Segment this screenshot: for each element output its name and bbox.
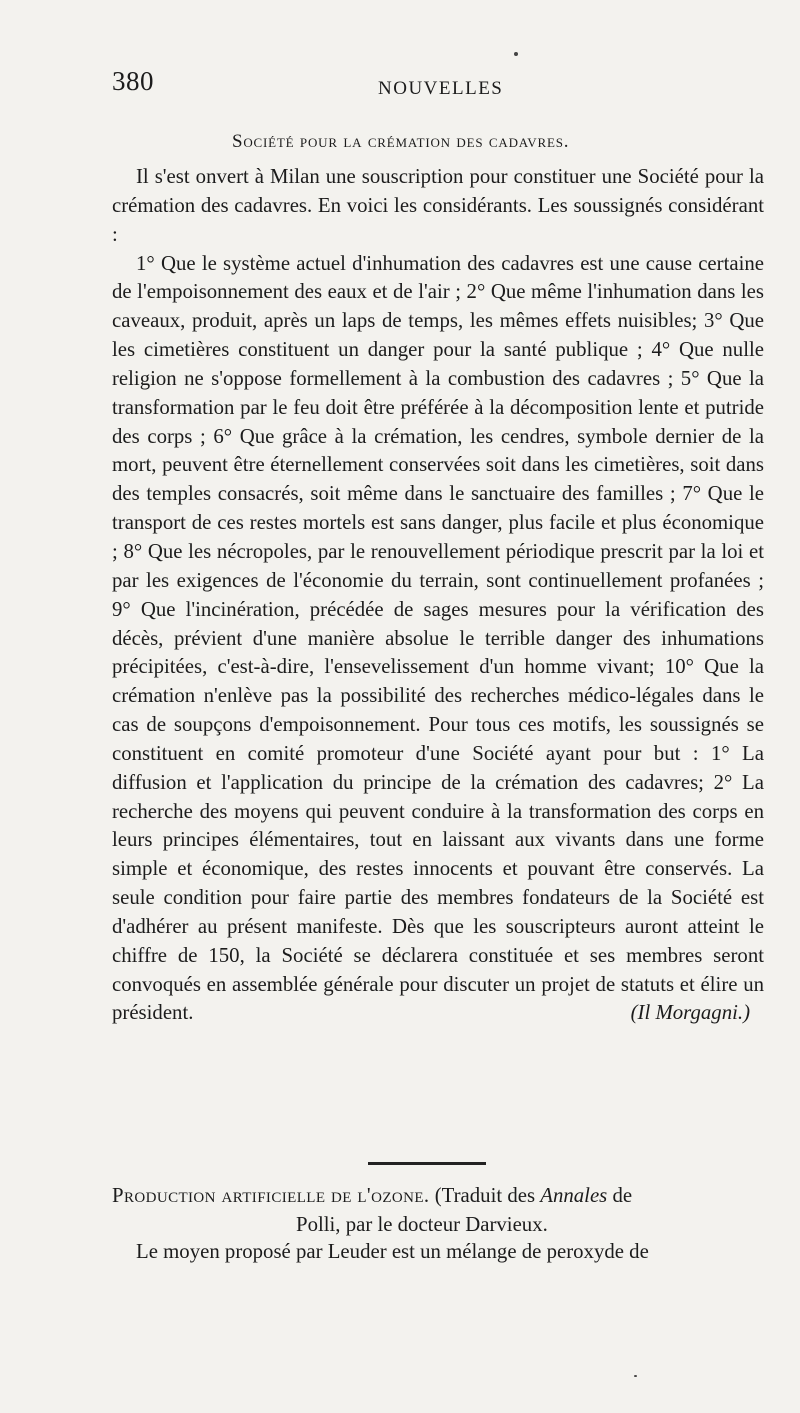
second-article-heading [112,1182,764,1240]
considerants-paragraph [112,250,764,1029]
source-line-2: Polli, par le docteur Darvieux. [296,1212,548,1236]
considerants-text: 1° Que le système actuel d'inhumation des cadavres est une cause certaine de l'empoisonnement des eaux et de l'air ; 2° Que même l'inhumation dans les caveaux, produit, après un laps de temps, les mêmes effets nuisibles; 3° Que les cimetières constituent un danger pour la santé publique ; 4° Que nulle religion ne s'oppose formellement à la combustion des cadavres ; 5° Que la transformation par le feu doit être préférée à la décomposition lente et putride des corps ; 6° Que grâce à la crémation, les cendres, symbole dernier de la mort, peuvent être éternellement conservées soit dans les cimetières, soit dans des temples consacrés, soit même dans le sanctuaire des familles ; 7° Que le transport de ces restes mortels est sans danger, plus facile et plus économique ; 8° Que les nécropoles, par le renouvellement périodique prescrit par la loi et par les exigences de l'économie du terrain, sont continuellement profanées ; 9° Que l'incinération, précédée de sages mesures pour la vérification des décès, prévient d'une manière absolue le terrible danger des inhumations précipitées, c'est-à-dire, l'ensevelissement d'un homme vivant; 10° Que la crémation n'enlève pas la possibilité des recherches médico-légales dans le cas de soupçons d'empoisonnement. Pour tous ces motifs, les soussignés se constituent en comité promoteur d'une Société ayant pour but : 1° La diffusion et l'application du principe de la crémation des cadavres; 2° La recherche des moyens qui peuvent conduire à la transformation des corps en leurs principes élémentaires, tout en laissant aux vivants dans une forme simple et économique, des restes innocents et pouvant être conservés. La seule condition pour faire partie des membres fondateurs de la Société est d'adhérer au présent manifeste. Dès que les souscripteurs auront atteint le chiffre de 150, la Société se déclarera constituée et ses membres seront convoqués en assemblée générale pour discuter un projet de statuts et élire un président. [112,251,764,1025]
ink-speck [634,1375,637,1377]
page-number: 380 [112,66,154,96]
ink-speck [514,52,518,56]
intro-paragraph: Il s'est onvert à Milan une souscription pour constituer une Société pour la crémation des cadavres. En voici les considérants. Les soussignés considérant : [112,165,764,246]
second-article-title: Production artificielle de l'ozone. [112,1184,430,1207]
article-title: Société pour la crémation des cadavres. [232,131,570,152]
section-divider [368,1162,486,1165]
second-article-first-line: Le moyen proposé par Leuder est un mélange de peroxyde de [136,1240,649,1263]
source-prefix: (Traduit des [434,1184,536,1207]
source-suffix: de [612,1184,633,1207]
source-journal: Annales [540,1184,608,1207]
running-head: NOUVELLES [378,78,504,99]
source-attribution: (Il Morgagni.) [630,1001,750,1025]
article-body [112,163,764,1028]
